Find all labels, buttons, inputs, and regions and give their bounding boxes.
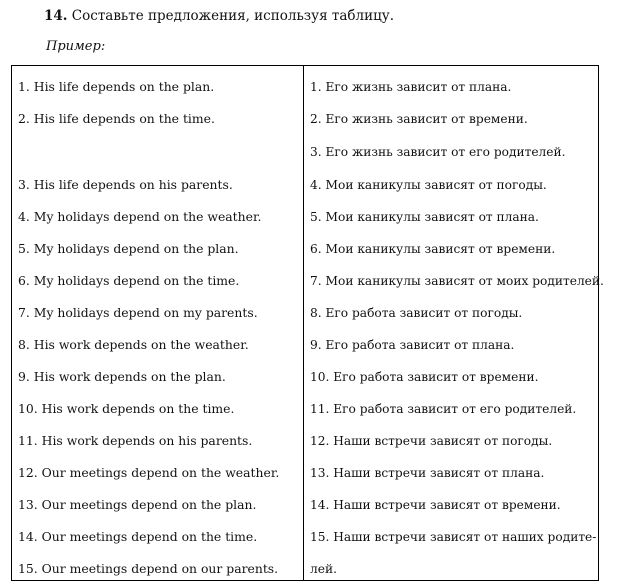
example-label: Пример:: [46, 39, 106, 54]
english-sentence: 14. Our meetings depend on the time.: [18, 529, 258, 544]
english-sentence: 13. Our meetings depend on the plan.: [18, 497, 257, 512]
english-sentence: 7. My holidays depend on my parents.: [18, 305, 258, 320]
english-sentence: 2. His life depends on the time.: [18, 111, 215, 126]
russian-sentence: 12. Наши встречи зависят от погоды.: [310, 434, 553, 448]
russian-sentence: 15. Наши встречи зависят от наших родите-: [310, 530, 597, 544]
english-sentence: 15. Our meetings depend on our parents.: [18, 561, 279, 576]
russian-sentence: 8. Его работа зависит от погоды.: [310, 306, 523, 320]
russian-sentence: 9. Его работа зависит от плана.: [310, 338, 515, 352]
english-sentence: 12. Our meetings depend on the weather.: [18, 465, 280, 480]
english-sentence: 9. His work depends on the plan.: [18, 369, 226, 384]
english-sentence: 11. His work depends on his parents.: [18, 433, 253, 448]
russian-sentence: 4. Мои каникулы зависят от погоды.: [310, 178, 547, 192]
russian-sentence: 11. Его работа зависит от его родителей.: [310, 402, 577, 416]
russian-sentence: 14. Наши встречи зависят от времени.: [310, 498, 561, 512]
english-sentence: 10. His work depends on the time.: [18, 401, 235, 416]
exercise-number: 14.: [44, 8, 68, 24]
english-sentence: 6. My holidays depend on the time.: [18, 273, 240, 288]
english-sentence: 1. His life depends on the plan.: [18, 79, 215, 94]
english-sentence: 5. My holidays depend on the plan.: [18, 241, 239, 256]
russian-sentence: 10. Его работа зависит от времени.: [310, 370, 539, 384]
russian-sentence: 13. Наши встречи зависят от плана.: [310, 466, 545, 480]
russian-sentence: 6. Мои каникулы зависят от времени.: [310, 242, 556, 256]
sentence-table: [11, 65, 604, 581]
russian-sentence: 3. Его жизнь зависит от его родителей.: [310, 145, 566, 159]
russian-sentence: 1. Его жизнь зависит от плана.: [310, 80, 512, 94]
english-sentence: 3. His life depends on his parents.: [18, 177, 233, 192]
exercise-instruction: Составьте предложения, используя таблицу.: [71, 8, 395, 24]
column-divider: [303, 66, 304, 580]
exercise-heading: [44, 7, 394, 25]
russian-sentence: 7. Мои каникулы зависят от моих родителей.: [310, 274, 604, 288]
russian-sentence: 5. Мои каникулы зависят от плана.: [310, 210, 539, 224]
russian-sentence: 2. Его жизнь зависит от времени.: [310, 112, 528, 126]
english-sentence: 4. My holidays depend on the weather.: [18, 209, 262, 224]
russian-sentence-continuation: лей.: [310, 562, 337, 576]
english-sentence: 8. His work depends on the weather.: [18, 337, 249, 352]
